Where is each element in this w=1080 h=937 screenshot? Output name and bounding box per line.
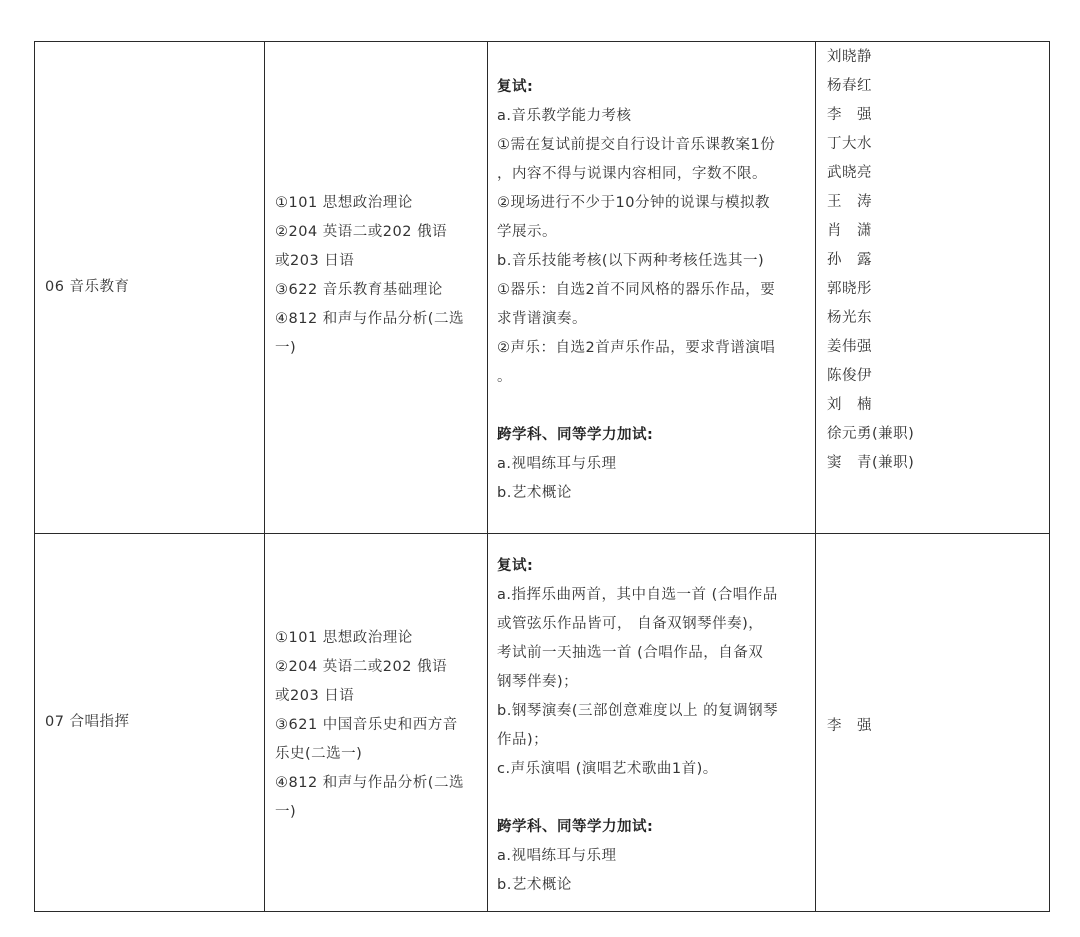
extra-test-line: a.视唱练耳与乐理: [497, 456, 617, 472]
teacher-name: 郭晓彤: [827, 281, 872, 297]
column-divider: [815, 41, 816, 912]
retest-line: a.音乐教学能力考核: [497, 108, 632, 124]
retest-line: 求背谱演奏。: [497, 311, 587, 327]
retest-line: a.指挥乐曲两首，其中自选一首 (合唱作品: [497, 587, 778, 603]
retest-line: ②声乐：自选2首声乐作品，要求背谱演唱: [497, 340, 776, 356]
teacher-name: 刘 楠: [827, 397, 872, 413]
exam-subject-line: 一): [275, 804, 297, 820]
teachers-cell: [827, 43, 1047, 478]
teacher-name: 肖 潇: [827, 223, 872, 239]
column-divider: [264, 41, 265, 912]
exam-subject-line: ④812 和声与作品分析(二选: [275, 775, 464, 791]
teacher-name: 丁大水: [827, 136, 872, 152]
exam-subject-line: ①101 思想政治理论: [275, 630, 413, 646]
extra-test-heading: 跨学科、同等学力加试:: [497, 819, 654, 835]
teacher-name: 窦 青(兼职): [827, 455, 915, 471]
retest-line: 。: [497, 369, 512, 385]
column-divider: [487, 41, 488, 912]
exam-subjects-cell: [275, 624, 485, 827]
extra-test-line: b.艺术概论: [497, 485, 572, 501]
teacher-name: 王 涛: [827, 194, 872, 210]
retest-line: ，内容不得与说课内容相同，字数不限。: [497, 166, 767, 182]
exam-subject-line: ③621 中国音乐史和西方音: [275, 717, 458, 733]
teacher-name: 李 强: [827, 718, 872, 734]
retest-heading: 复试:: [497, 79, 534, 95]
table-border-bottom: [34, 911, 1050, 912]
retest-line: ①器乐：自选2首不同风格的器乐作品，要: [497, 282, 776, 298]
teachers-cell: [827, 712, 1047, 741]
retest-line: 考试前一天抽选一首 (合唱作品，自备双: [497, 645, 764, 661]
exam-subject-line: 一): [275, 340, 297, 356]
teacher-name: 李 强: [827, 107, 872, 123]
extra-test-line: a.视唱练耳与乐理: [497, 848, 617, 864]
major-name: 06 音乐教育: [45, 279, 130, 295]
teacher-name: 孙 露: [827, 252, 872, 268]
exam-subject-line: 或203 日语: [275, 253, 355, 269]
exam-subject-line: ①101 思想政治理论: [275, 195, 413, 211]
teacher-name: 武晓亮: [827, 165, 872, 181]
table-row: [35, 534, 264, 911]
extra-test-heading: 跨学科、同等学力加试:: [497, 427, 654, 443]
exam-subject-line: ③622 音乐教育基础理论: [275, 282, 443, 298]
teacher-name: 杨春红: [827, 78, 872, 94]
blank-line: [497, 392, 813, 421]
retest-line: b.钢琴演奏(三部创意难度以上 的复调钢琴: [497, 703, 779, 719]
exam-subject-line: ②204 英语二或202 俄语: [275, 659, 448, 675]
retest-line: 钢琴伴奏)；: [497, 674, 579, 690]
retest-line: 作品)；: [497, 732, 549, 748]
exam-subject-line: ④812 和声与作品分析(二选: [275, 311, 464, 327]
retest-line: ②现场进行不少于10分钟的说课与模拟教: [497, 195, 770, 211]
retest-cell: [497, 73, 813, 508]
teacher-name: 刘晓静: [827, 49, 872, 65]
retest-cell: [497, 552, 813, 900]
teacher-name: 徐元勇(兼职): [827, 426, 915, 442]
exam-subjects-cell: [275, 189, 485, 363]
exam-subject-line: ②204 英语二或202 俄语: [275, 224, 448, 240]
teacher-name: 杨光东: [827, 310, 872, 326]
table-row: [35, 42, 264, 533]
major-name: 07 合唱指挥: [45, 714, 130, 730]
teacher-name: 姜伟强: [827, 339, 872, 355]
extra-test-line: b.艺术概论: [497, 877, 572, 893]
retest-line: b.音乐技能考核(以下两种考核任选其一): [497, 253, 765, 269]
retest-line: 学展示。: [497, 224, 557, 240]
exam-subject-line: 乐史(二选一): [275, 746, 363, 762]
blank-line: [497, 784, 813, 813]
teacher-name: 陈俊伊: [827, 368, 872, 384]
retest-line: ①需在复试前提交自行设计音乐课教案1份: [497, 137, 776, 153]
retest-heading: 复试:: [497, 558, 534, 574]
exam-subject-line: 或203 日语: [275, 688, 355, 704]
retest-line: 或管弦乐作品皆可， 自备双钢琴伴奏)，: [497, 616, 764, 632]
table-border-right: [1049, 41, 1050, 912]
retest-line: c.声乐演唱 (演唱艺术歌曲1首)。: [497, 761, 718, 777]
